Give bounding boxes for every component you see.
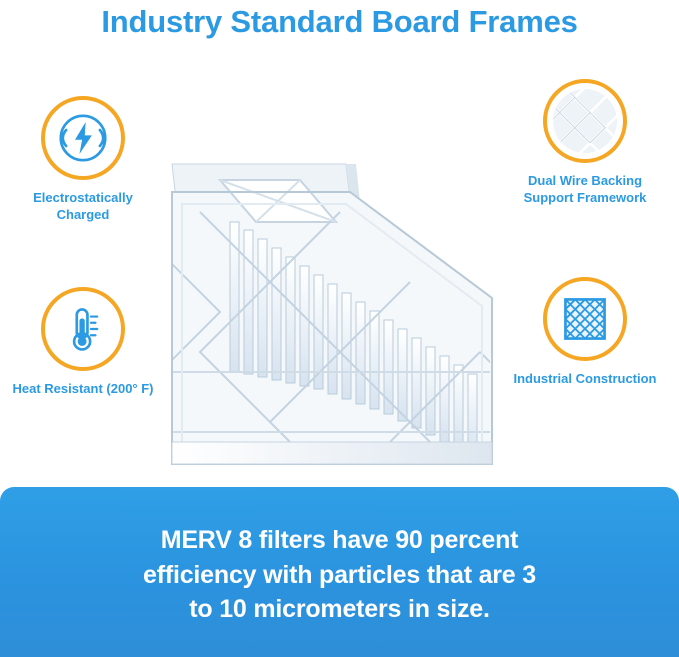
banner-line-3: to 10 micrometers in size. — [189, 595, 490, 624]
feature-industrial-construction — [510, 277, 660, 387]
merv-rating-banner — [0, 487, 679, 657]
badge-ring-heat — [41, 287, 125, 371]
mesh-grid-icon — [553, 287, 617, 351]
badge-ring-electro — [41, 96, 125, 180]
banner-line-2: efficiency with particles that are 3 — [143, 560, 536, 589]
feature-electrostatically-charged — [8, 96, 158, 223]
feature-dual-wire-backing — [510, 79, 660, 206]
badge-ring-industrial — [543, 277, 627, 361]
lightning-bolt-icon — [51, 106, 115, 170]
thermometer-icon — [51, 297, 115, 361]
page-title: Industry Standard Board Frames — [101, 4, 578, 39]
wire-mesh-photo-icon — [553, 89, 617, 153]
badge-ring-dual — [543, 79, 627, 163]
feature-label-industrial: Industrial Construction — [513, 371, 657, 386]
feature-label-dual: Dual Wire Backing Support Framework — [523, 173, 647, 206]
filter-illustration — [160, 72, 510, 472]
feature-label-heat: Heat Resistant (200° F) — [12, 381, 154, 396]
feature-heat-resistant — [8, 287, 158, 397]
feature-label-electro: Electrostatically Charged — [33, 190, 133, 223]
product-image — [160, 72, 510, 472]
banner-line-1: MERV 8 filters have 90 percent — [160, 526, 519, 555]
